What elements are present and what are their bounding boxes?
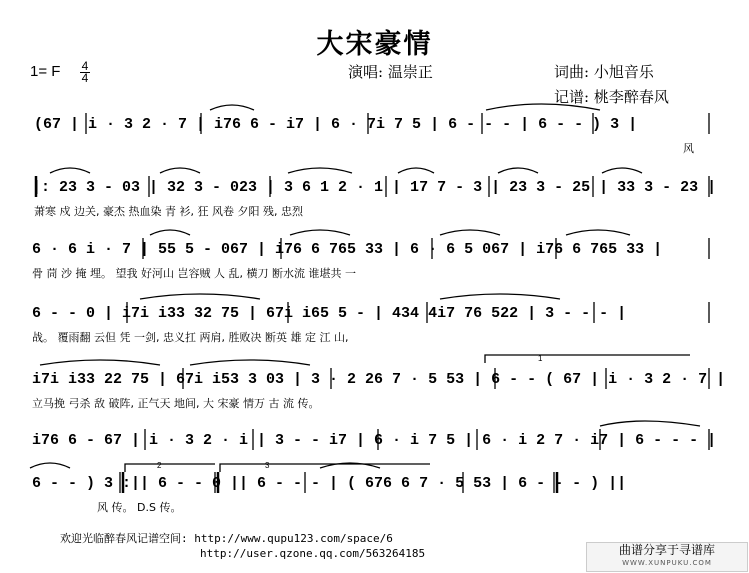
- watermark-badge: [586, 542, 748, 572]
- footer-line-2: http://user.qzone.qq.com/563264185: [200, 547, 426, 560]
- time-signature-bottom: 4: [81, 71, 89, 85]
- row-3-lyrics: 骨 茼 沙 掩 埋。 望我 好河山 岂容贼 人 乱, 横刀 断水流 谁堪共 一: [32, 267, 356, 280]
- row-3-notes: 6 · 6 i · 7 | 55 5 - 067 | i76 6 765 33 | 6 · 6 5 067 | i76 6 765 33 |: [32, 241, 663, 258]
- footer-line-1: 欢迎光临醉春风记谱空间: http://www.qupu123.com/space/6: [60, 532, 393, 545]
- volta-1: 1: [538, 354, 543, 363]
- row-7-notes: 6 - - ) 3 :|| 6 - - 0 || 6 - - - | ( 676 6 7 · 5 53 | 6 - - - ) ||: [32, 475, 627, 492]
- watermark-line-2: WWW.XUNPUKU.COM: [622, 559, 712, 567]
- composer-credit: 词曲: 小旭音乐: [554, 63, 654, 81]
- row-7-lyrics: 风 传。 D.S 传。: [97, 501, 182, 514]
- singer-credit: 演唱: 温崇正: [348, 63, 433, 81]
- row-6-notes: i76 6 - 67 | i · 3 2 · i | 3 - - i7 | 6 · i 7 5 | 6 · i 2 7 · i7 | 6 - - - |: [32, 432, 717, 449]
- key-signature: 1= F: [30, 63, 61, 80]
- song-title: 大宋豪情: [316, 29, 433, 60]
- volta-2: 2: [157, 461, 162, 470]
- row-2-lyrics: 萧寒 戍 边关, 豪杰 热血染 青 衫, 狂 风卷 夕阳 残, 忠烈: [34, 205, 303, 218]
- row-2-notes: |: 23 3 - 03 | 32 3 - 023 | 3 6 1 2 · 1 | 17 7 - 3 | 23 3 - 25 | 33 3 - 23 |: [32, 179, 717, 196]
- watermark-line-1: 曲谱分享于寻谱库: [618, 543, 715, 557]
- volta-3: 3: [265, 461, 270, 470]
- row-1-notes: (67 | i · 3 2 · 7 | i76 6 - i7 | 6 · 7i 7 5 | 6 - - - | 6 - - ) 3 |: [34, 116, 638, 133]
- row-4-notes: 6 - - 0 | i7i i33 32 75 | 67i i65 5 - | 434 4i7 76 522 | 3 - - - |: [32, 305, 627, 322]
- row-5-lyrics: 立马挽 弓杀 敌 破阵, 正气天 地间, 大 宋豪 情万 古 流 传。: [32, 397, 320, 410]
- row-5-notes: i7i i33 22 75 | 67i i53 3 03 | 3 · 2 26 7 · 5 53 | 6 - - ( 67 | i · 3 2 · 7 |: [32, 371, 726, 388]
- row-1-lyrics: 风: [683, 142, 694, 155]
- time-signature-top: 4: [81, 59, 89, 73]
- row-4-lyrics: 战。 覆雨翻 云但 凭 一剑, 忠义扛 两肩, 胜败决 断英 雄 定 江 山,: [32, 331, 349, 344]
- transcriber-credit: 记谱: 桃李醉春风: [554, 88, 669, 106]
